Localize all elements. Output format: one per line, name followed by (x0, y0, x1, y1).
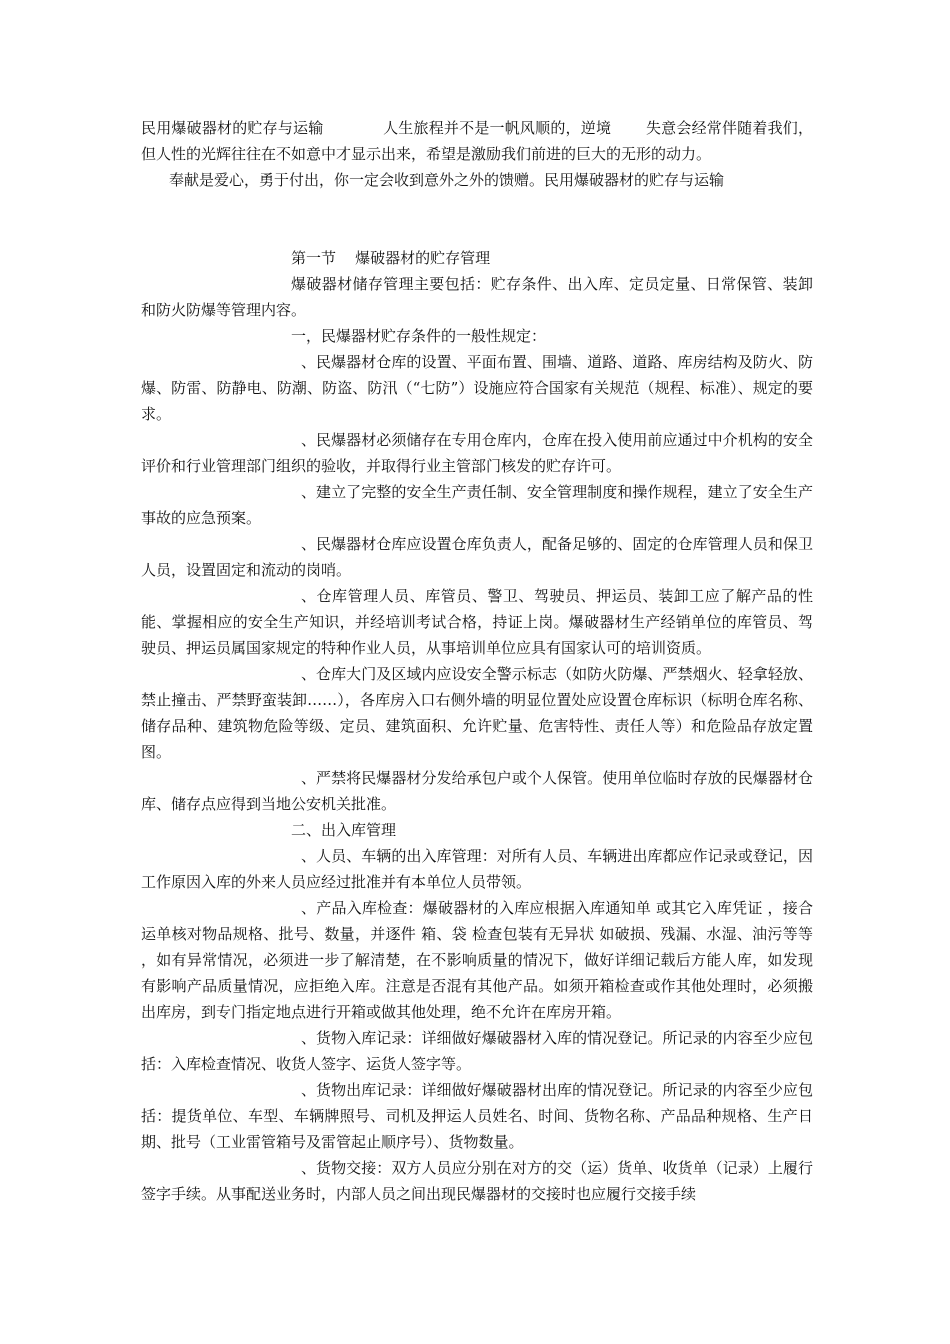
list-item: 、建立了完整的安全生产责任制、安全管理制度和操作规程，建立了安全生产事故的应急预案。 (141, 483, 813, 527)
subsection-heading: 二、出入库管理 (291, 821, 397, 839)
list-item: 、民爆器材仓库应设置仓库负责人，配备足够的、固定的仓库管理人员和保卫人员，设置固定和流动的岗哨。 (141, 535, 813, 579)
list-item: 、货物出库记录：详细做好爆破器材出库的情况登记。所记录的内容至少应包括：提货单位、车型、车辆牌照号、司机及押运人员姓名、时间、货物名称、产品品种规格、生产日期、批号（工业雷管箱号及雷管起止顺序号）、货物数量。 (141, 1081, 813, 1151)
list-item: 、货物交接：双方人员应分别在对方的交（运）货单、收货单（记录）上履行签字手续。从事配送业务时，内部人员之间出现民爆器材的交接时也应履行交接手续 (141, 1159, 813, 1203)
list-item: 、民爆器材仓库的设置、平面布置、围墙、道路、道路、库房结构及防火、防爆、防雷、防静电、防潮、防盗、防汛（“七防”）设施应符合国家有关规范（规程、标准）、规定的要求。 (141, 353, 813, 423)
section-title: 第一节 爆破器材的贮存管理 (291, 249, 491, 267)
intro-paragraph: 民用爆破器材的贮存与运输 人生旅程并不是一帆风顺的，逆境 失意会经常伴随着我们，但人性的光辉往往在不如意中才显示出来，希望是激励我们前进的巨大的无形的动力。 (141, 119, 813, 163)
list-item: 、人员、车辆的出入库管理：对所有人员、车辆进出库都应作记录或登记，因工作原因入库的外来人员应经过批准并有本单位人员带领。 (141, 847, 813, 891)
list-item: 、货物入库记录：详细做好爆破器材入库的情况登记。所记录的内容至少应包括：入库检查情况、收货人签字、运货人签字等。 (141, 1029, 813, 1073)
list-item: 、产品入库检查：爆破器材的入库应根据入库通知单 或其它入库凭证 ，接合运单核对物品规格、批号、数量，并逐件 箱、袋 检查包装有无异状 如破损、残漏、水湿、油污等等 ，如有异常情况，必须进一步了解清楚，在不影响质量的情况下，做好详细记载后方能人库，如发现有影响产品质量情况，应拒绝入库。注意是否混有其他产品。如须开箱检查或作其他处理时，必须搬出库房，到专门指定地点进行开箱或做其他处理，绝不允许在库房开箱。 (141, 899, 813, 1021)
intro-paragraph: 奉献是爱心，勇于付出，你一定会收到意外之外的馈赠。民用爆破器材的贮存与运输 (169, 171, 725, 189)
spacer (141, 193, 813, 245)
list-item: 、仓库大门及区域内应设安全警示标志（如防火防爆、严禁烟火、轻拿轻放、禁止撞击、严禁野蛮装卸……），各库房入口右侧外墙的明显位置处应设置仓库标识（标明仓库名称、储存品种、建筑物危险等级、定员、建筑面积、允许贮量、危害特性、责任人等）和危险品存放定置图。 (141, 665, 813, 761)
list-item: 、民爆器材必须储存在专用仓库内，仓库在投入使用前应通过中介机构的安全评价和行业管理部门组织的验收，并取得行业主管部门核发的贮存许可。 (141, 431, 813, 475)
section-summary: 爆破器材储存管理主要包括：贮存条件、出入库、定员定量、日常保管、装卸和防火防爆等管理内容。 (141, 275, 813, 319)
list-item: 、严禁将民爆器材分发给承包户或个人保管。使用单位临时存放的民爆器材仓库、储存点应得到当地公安机关批准。 (141, 769, 813, 813)
document-body (141, 115, 813, 1207)
list-item: 、仓库管理人员、库管员、警卫、驾驶员、押运员、装卸工应了解产品的性能、掌握相应的安全生产知识，并经培训考试合格，持证上岗。爆破器材生产经销单位的库管员、驾驶员、押运员属国家规定的特种作业人员，从事培训单位应具有国家认可的培训资质。 (141, 587, 813, 657)
subsection-heading: 一，民爆器材贮存条件的一般性规定： (291, 327, 547, 345)
